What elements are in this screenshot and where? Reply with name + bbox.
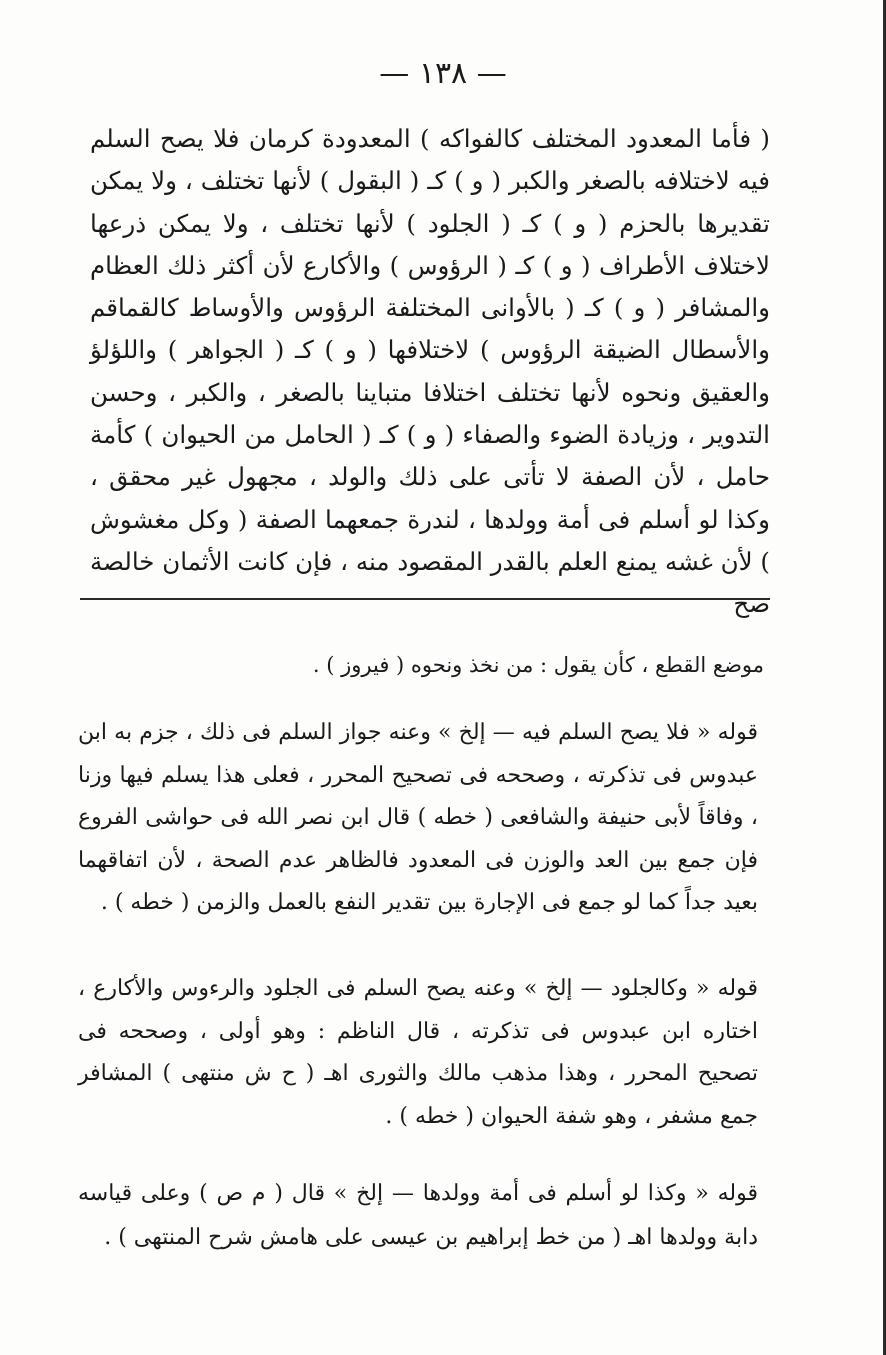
- footnote-text: قوله « وكذا لو أسلم فى أمة وولدها — إلخ » قال ( م ص ) وعلى قياسه دابة وولدها اهـ ( من خط إبراهيم بن عيسى على هامش شرح المنتهى ) .: [78, 1181, 758, 1250]
- main-body-text: [90, 118, 770, 626]
- footnote-3: [78, 1172, 758, 1260]
- footnote-divider: [80, 598, 770, 600]
- footnote-text: قوله « وكالجلود — إلخ » وعنه يصح السلم فى الجلود والرءوس والأكارع ، اختاره ابن عبدوس فى تذكرته ، قال الناظم : وهو أولى ، وصححه فى تصحيح المحرر ، وهذا مذهب مالك والثورى اهـ ( ح ش منتهى ) المشافر جمع مشفر ، وهو شفة الحيوان ( خطه ) .: [78, 976, 758, 1129]
- main-paragraph: ( فأما المعدود المختلف كالفواكه ) المعدودة كرمان فلا يصح السلم فيه لاختلافه بالصغر والكبر ( و ) كـ ( البقول ) لأنها تختلف ، ولا يمكن تقديرها بالحزم ( و ) كـ ( الجلود ) لأنها تختلف ، ولا يمكن ذرعها لاختلاف الأطراف ( و ) كـ ( الرؤوس ) والأكارع لأن أكثر ذلك العظام والمشافر ( و ) كـ ( بالأوانى المختلفة الرؤوس والأوساط كالقماقم والأسطال الضيقة الرؤوس ) لاختلافها ( و ) كـ ( الجواهر ) واللؤلؤ والعقيق ونحوه لأنها تختلف اختلافا متباينا بالصغر ، والكبر ، وحسن التدوير ، وزيادة الضوء والصفاء ( و ) كـ ( الحامل من الحيوان ) كأمة حامل ، لأن الصفة لا تأتى على ذلك والولد ، مجهول غير محقق ، وكذا لو أسلم فى أمة وولدها ، لندرة جمعهما الصفة ( وكل مغشوش ) لأن غشه يمنع العلم بالقدر المقصود منه ، فإن كانت الأثمان خالصة صح: [90, 124, 770, 619]
- cut-note: موضع القطع ، كأن يقول : من نخذ ونحوه ( فيروز ) .: [312, 653, 764, 677]
- page-number: — ١٣٨ —: [379, 56, 507, 91]
- footnote-2: [78, 968, 758, 1138]
- footnote-text: قوله « فلا يصح السلم فيه — إلخ » وعنه جواز السلم فى ذلك ، جزم به ابن عبدوس فى تذكرته ، وصححه فى تصحيح المحرر ، فعلى هذا يسلم فيها وزنا ، وفاقاً لأبى حنيفة والشافعى ( خطه ) قال ابن نصر الله فى حواشى الفروع فإن جمع بين العد والوزن فى المعدود فالظاهر عدم الصحة ، لأن اتفاقهما بعيد جداً كما لو جمع فى الإجارة بين تقدير النفع بالعمل والزمن ( خطه ) .: [78, 720, 758, 915]
- footnote-1: [78, 712, 758, 925]
